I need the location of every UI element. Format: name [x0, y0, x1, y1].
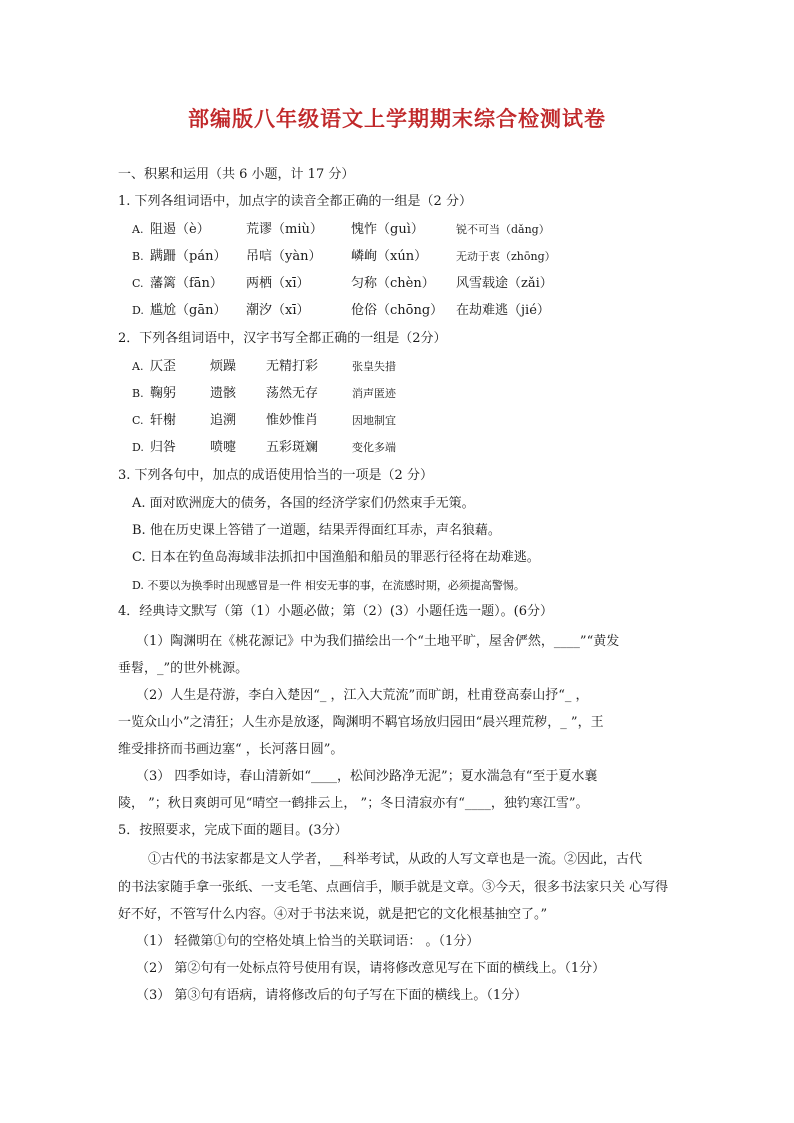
question-5-stem: 5．按照要求，完成下面的题目。(3分）	[118, 823, 348, 838]
q5-sub-2: （2） 第②句有一处标点符号使用有误，请将修改意见写在下面的横线上。（1分）	[136, 961, 606, 976]
q3-option-c: C. 日本在钓鱼岛海域非法抓扣中国渔船和船员的罪恶行径将在劫难逃。	[132, 550, 540, 565]
q3-option-d: D. 不要以为换季时出现感冒是一件 相安无事的事，在流感时期，必须提高警惕。	[132, 579, 525, 592]
q5-passage-line-1: ①古代的书法家都是文人学者，__科举考试，从政的人写文章也是一流。②因此，古代	[148, 852, 643, 867]
q4-line-3: （2）人生是苻游，李白入楚因“_ ，江入大荒流”而旷朗，杜甫登高泰山抒“_ ，	[136, 688, 589, 703]
q5-passage-line-3: 好不好，不管写什么内容。④对于书法来说，就是把它的文化根基抽空了。”	[118, 907, 548, 922]
q5-sub-3: （3） 第③句有语病，请将修改后的句子写在下面的横线上。（1分）	[136, 988, 528, 1003]
q3-option-b: B. 他在历史课上答错了一道题，结果弄得面红耳赤，声名狼藉。	[132, 523, 501, 538]
q3-option-a: A. 面对欧洲庞大的债务，各国的经济学家们仍然束手无策。	[132, 496, 475, 511]
q4-line-7: 陵， ”；秋日爽朗可见“晴空一鹤排云上， ”；冬日清寂亦有“____，独钓寒江雪”。	[118, 796, 589, 811]
q4-line-4: 一览众山小”之清狂；人生亦是放逐，陶渊明不羁官场放归园田“晨兴理荒秽，_ ”，王	[118, 715, 604, 730]
question-1-stem: 1. 下列各组词语中，加点字的读音全都正确的一组是（2 分）	[118, 194, 472, 209]
question-4-stem: 4．经典诗文默写（第（1）小题必做；第（2）(3）小题任选一题）。(6分）	[118, 604, 553, 619]
q5-sub-1: （1） 轻微第①句的空格处填上恰当的关联词语： 。（1分）	[136, 934, 480, 949]
question-3-stem: 3. 下列各句中，加点的成语使用恰当的一项是（2 分）	[118, 468, 433, 483]
page-title: 部编版八年级语文上学期期末综合检测试卷	[188, 107, 606, 131]
q4-line-6: （3） 四季如诗，春山清新如“____，松间沙路净无泥”；夏水湍急有“至于夏水襄	[136, 769, 598, 784]
q4-line-1: （1）陶渊明在《桃花源记》中为我们描绘出一个“土地平旷，屋舍俨然，____”“黄发	[136, 634, 620, 649]
exam-page: 部编版八年级语文上学期期末综合检测试卷 一、积累和运用（共 6 小题，计 17 分） 1. 下列各组词语中，加点字的读音全都正确的一组是（2 分） A. 阻遏（è） 荒谬（miù） 愧怍（guì） 锐不可当（dǎng） B. 蹒跚（pán） 吊唁（yàn） 嶙峋（xún） 无动于衷（zhōng） C. 藩篱（fān） 两栖（xī） 匀称（chèn） 风雪载途（zǎi） D. 尴尬（gān） 潮汐（xī） 伧俗（chōng） 在劫难逃（jié） 2．下列各组词语中，汉字书写全都正确的一组是（2分） A. 仄歪 烦躁 无精打彩 张皇失措 B. 鞠躬 遗骸 荡然无存 消声匿迹 C. 轩榭 追溯 惟妙惟肖 因地制宜 D. 归咎 喷嚏 五彩斑斓 变化多端 3. 下列各句中，加点的成语使用恰当的一项是（2 分） A. 面对欧洲庞大的债务，各国的经济学家们仍然束手无策。 B. 他在历史课上答错了一道题，结果弄得面红耳赤，声名狼藉。 C. 日本在钓鱼岛海域非法抓扣中国渔船和船员的罪恶行径将在劫难逃。 D. 不要以为换季时出现感冒是一件 相安无事的事，在流感时期，必须提高警惕。 4．经典诗文默写（第（1）小题必做；第（2）(3）小题任选一题）。(6分） （1）陶渊明在《桃花源记》中为我们描绘出一个“土地平旷，屋舍俨然，____”“黄发 垂髫，_”的世外桃源。 （2）人生是苻游，李白入楚因“_ ，江入大荒流”而旷朗，杜甫登高泰山抒“_ ， 一览众山小”之清狂；人生亦是放逐，陶渊明不羁官场放归园田“晨兴理荒秽，_ ”，王 维受排挤而书画边塞“ ，长河落日圆”。 （3） 四季如诗，春山清新如“____，松间沙路净无泥”；夏水湍急有“至于夏水襄 陵， ”；秋日爽朗可见“晴空一鹤排云上， ”；冬日清寂亦有“____，独钓寒江雪”。 5．按照要求，完成下面的题目。(3分） ①古代的书法家都是文人学者，__科举考试，从政的人写文章也是一流。②因此，古代 的书法家随手拿一张纸、一支毛笔、点画信手，顺手就是文章。③今天，很多书法家只关 心写得 好不好，不管写什么内容。④对于书法来说，就是把它的文化根基抽空了。” （1） 轻微第①句的空格处填上恰当的关联词语： 。（1分） （2） 第②句有一处标点符号使用有误，请将修改意见写在下面的横线上。（1分） （3） 第③句有语病，请将修改后的句子写在下面的横线上。（1分）	[0, 0, 794, 1123]
q4-line-5: 维受排挤而书画边塞“ ，长河落日圆”。	[118, 742, 344, 757]
question-2-stem: 2．下列各组词语中，汉字书写全都正确的一组是（2分）	[118, 331, 447, 346]
q5-passage-line-2: 的书法家随手拿一张纸、一支毛笔、点画信手，顺手就是文章。③今天，很多书法家只关 心写得	[118, 880, 669, 895]
section-heading: 一、积累和运用（共 6 小题，计 17 分）	[118, 167, 355, 182]
q4-line-2: 垂髫，_”的世外桃源。	[118, 661, 249, 676]
